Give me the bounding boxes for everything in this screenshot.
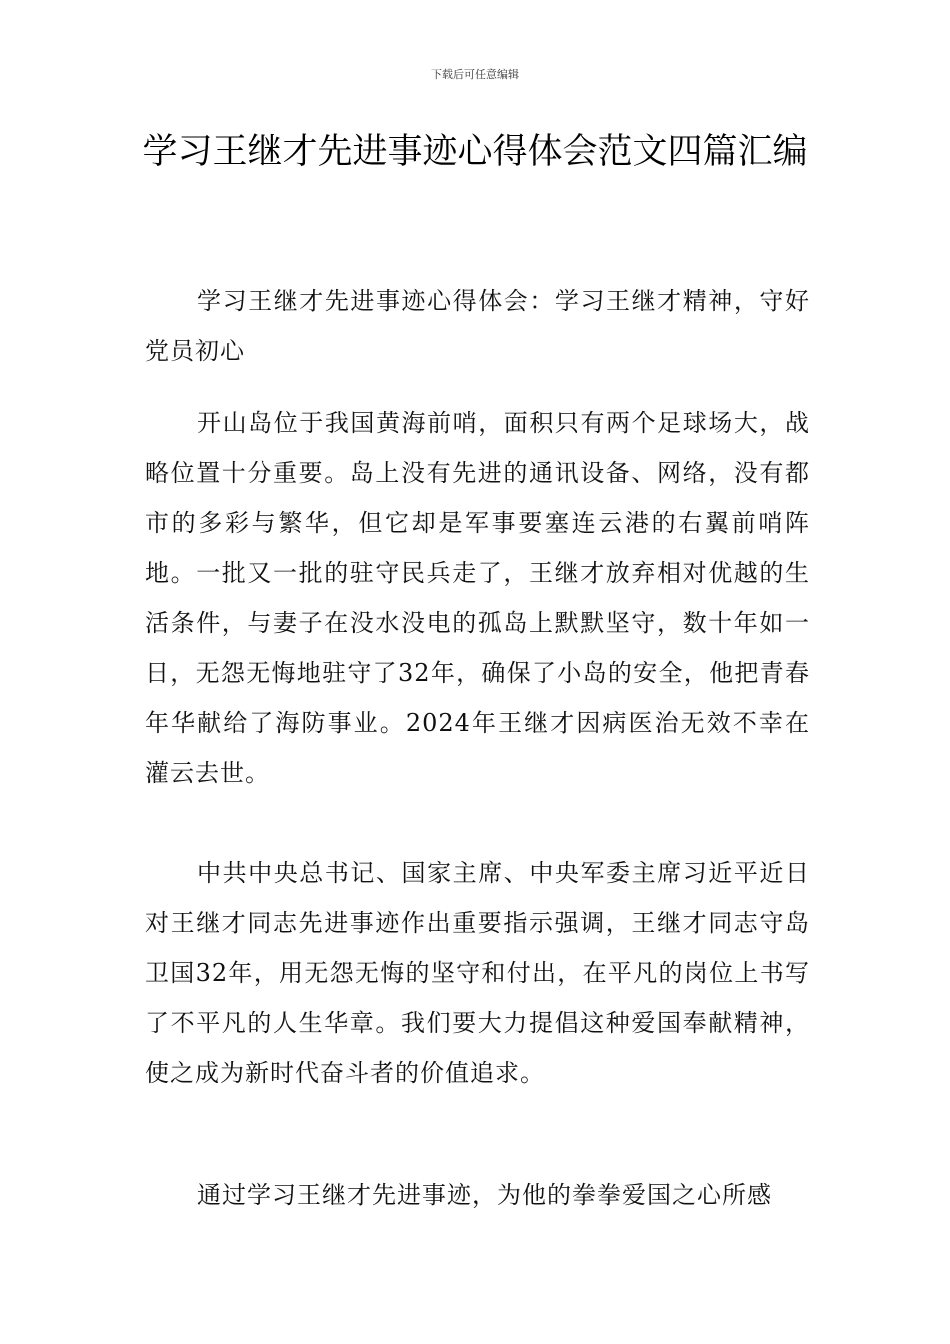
body-paragraph: 开山岛位于我国黄海前哨，面积只有两个足球场大，战略位置十分重要。岛上没有先进的通讯设备、网络，没有都市的多彩与繁华，但它却是军事要塞连云港的右翼前哨阵地。一批又一批的驻守民兵走了，王继才放弃相对优越的生活条件，与妻子在没水没电的孤岛上默默坚守，数十年如一日，无怨无悔地驻守了32年，确保了小岛的安全，他把青春年华献给了海防事业。2024年王继才因病医治无效不幸在灌云去世。: [145, 409, 810, 787]
body-paragraph: 中共中央总书记、国家主席、中央军委主席习近平近日对王继才同志先进事迹作出重要指示强调，王继才同志守岛卫国32年，用无怨无悔的坚守和付出，在平凡的岗位上书写了不平凡的人生华章。我们要大力提倡这种爱国奉献精神，使之成为新时代奋斗者的价值追求。: [145, 859, 810, 1087]
document-title: 学习王继才先进事迹心得体会范文四篇汇编: [142, 132, 808, 172]
section-subtitle: 学习王继才先进事迹心得体会：学习王继才精神，守好党员初心: [145, 287, 810, 365]
body-paragraph: 通过学习王继才先进事迹，为他的拳拳爱国之心所感: [197, 1181, 772, 1209]
header-note: 下载后可任意编辑: [431, 68, 519, 81]
